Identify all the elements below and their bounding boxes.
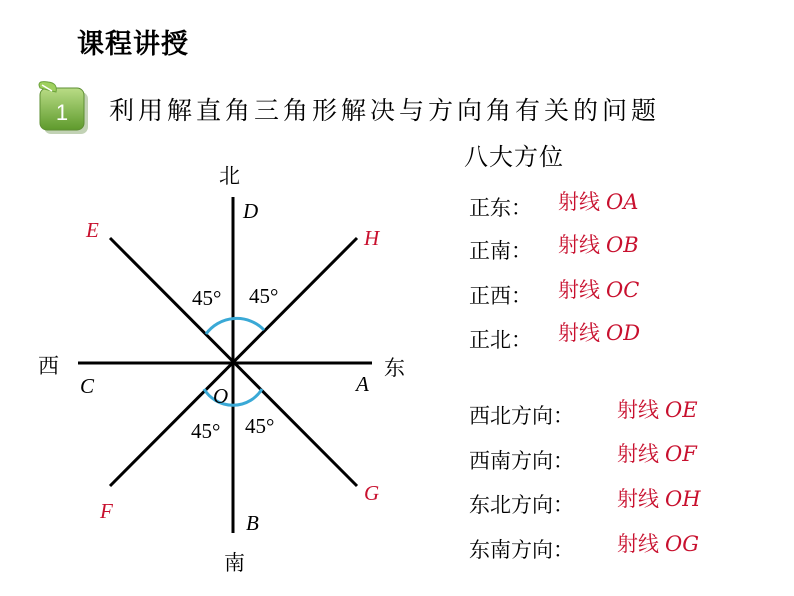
diag-direction-label-southwest: 西南方向： (469, 449, 574, 473)
main-direction-value-west: 射线 OC (558, 278, 640, 302)
angle-label-lower-left: 45° (191, 419, 221, 443)
angle-label-upper-left: 45° (192, 286, 222, 310)
diag-direction-value-northwest: 射线 OE (617, 398, 698, 422)
west-label: 西 (38, 354, 59, 378)
south-label: 南 (224, 551, 245, 575)
point-o-label: O (213, 384, 229, 408)
main-direction-label-west: 正西： (469, 284, 532, 308)
diag-direction-value-southeast: 射线 OG (617, 532, 699, 556)
point-h-label: H (364, 226, 380, 250)
section-number: 1 (55, 100, 69, 125)
point-d-label: D (243, 199, 259, 223)
diag-direction-value-northeast: 射线 OH (617, 487, 701, 511)
section-heading: 利用解直角三角形解决与方向角有关的问题 (109, 96, 661, 125)
main-direction-value-north: 射线 OD (558, 321, 641, 345)
point-e-label: E (86, 218, 99, 242)
main-direction-label-east: 正东： (469, 196, 532, 220)
diag-direction-label-northeast: 东北方向： (469, 493, 574, 517)
diag-direction-label-southeast: 东南方向： (469, 538, 574, 562)
main-direction-label-north: 正北： (469, 328, 532, 352)
point-a-label: A (356, 372, 369, 396)
main-direction-label-south: 正南： (469, 239, 532, 263)
north-label: 北 (219, 164, 240, 188)
page-title: 课程讲授 (77, 29, 189, 60)
angle-label-lower-right: 45° (245, 414, 275, 438)
angle-label-upper-right: 45° (249, 284, 279, 308)
point-b-label: B (246, 511, 259, 535)
east-label: 东 (384, 356, 405, 380)
upper-angle-arc (206, 318, 264, 334)
diag-direction-label-northwest: 西北方向： (469, 404, 574, 428)
point-f-label: F (100, 499, 113, 523)
main-direction-value-east: 射线 OA (558, 190, 639, 214)
point-c-label: C (80, 374, 95, 398)
main-direction-value-south: 射线 OB (558, 233, 639, 257)
point-g-label: G (364, 481, 380, 505)
diag-direction-value-southwest: 射线 OF (617, 442, 697, 466)
eight-directions-heading: 八大方位 (464, 143, 564, 171)
